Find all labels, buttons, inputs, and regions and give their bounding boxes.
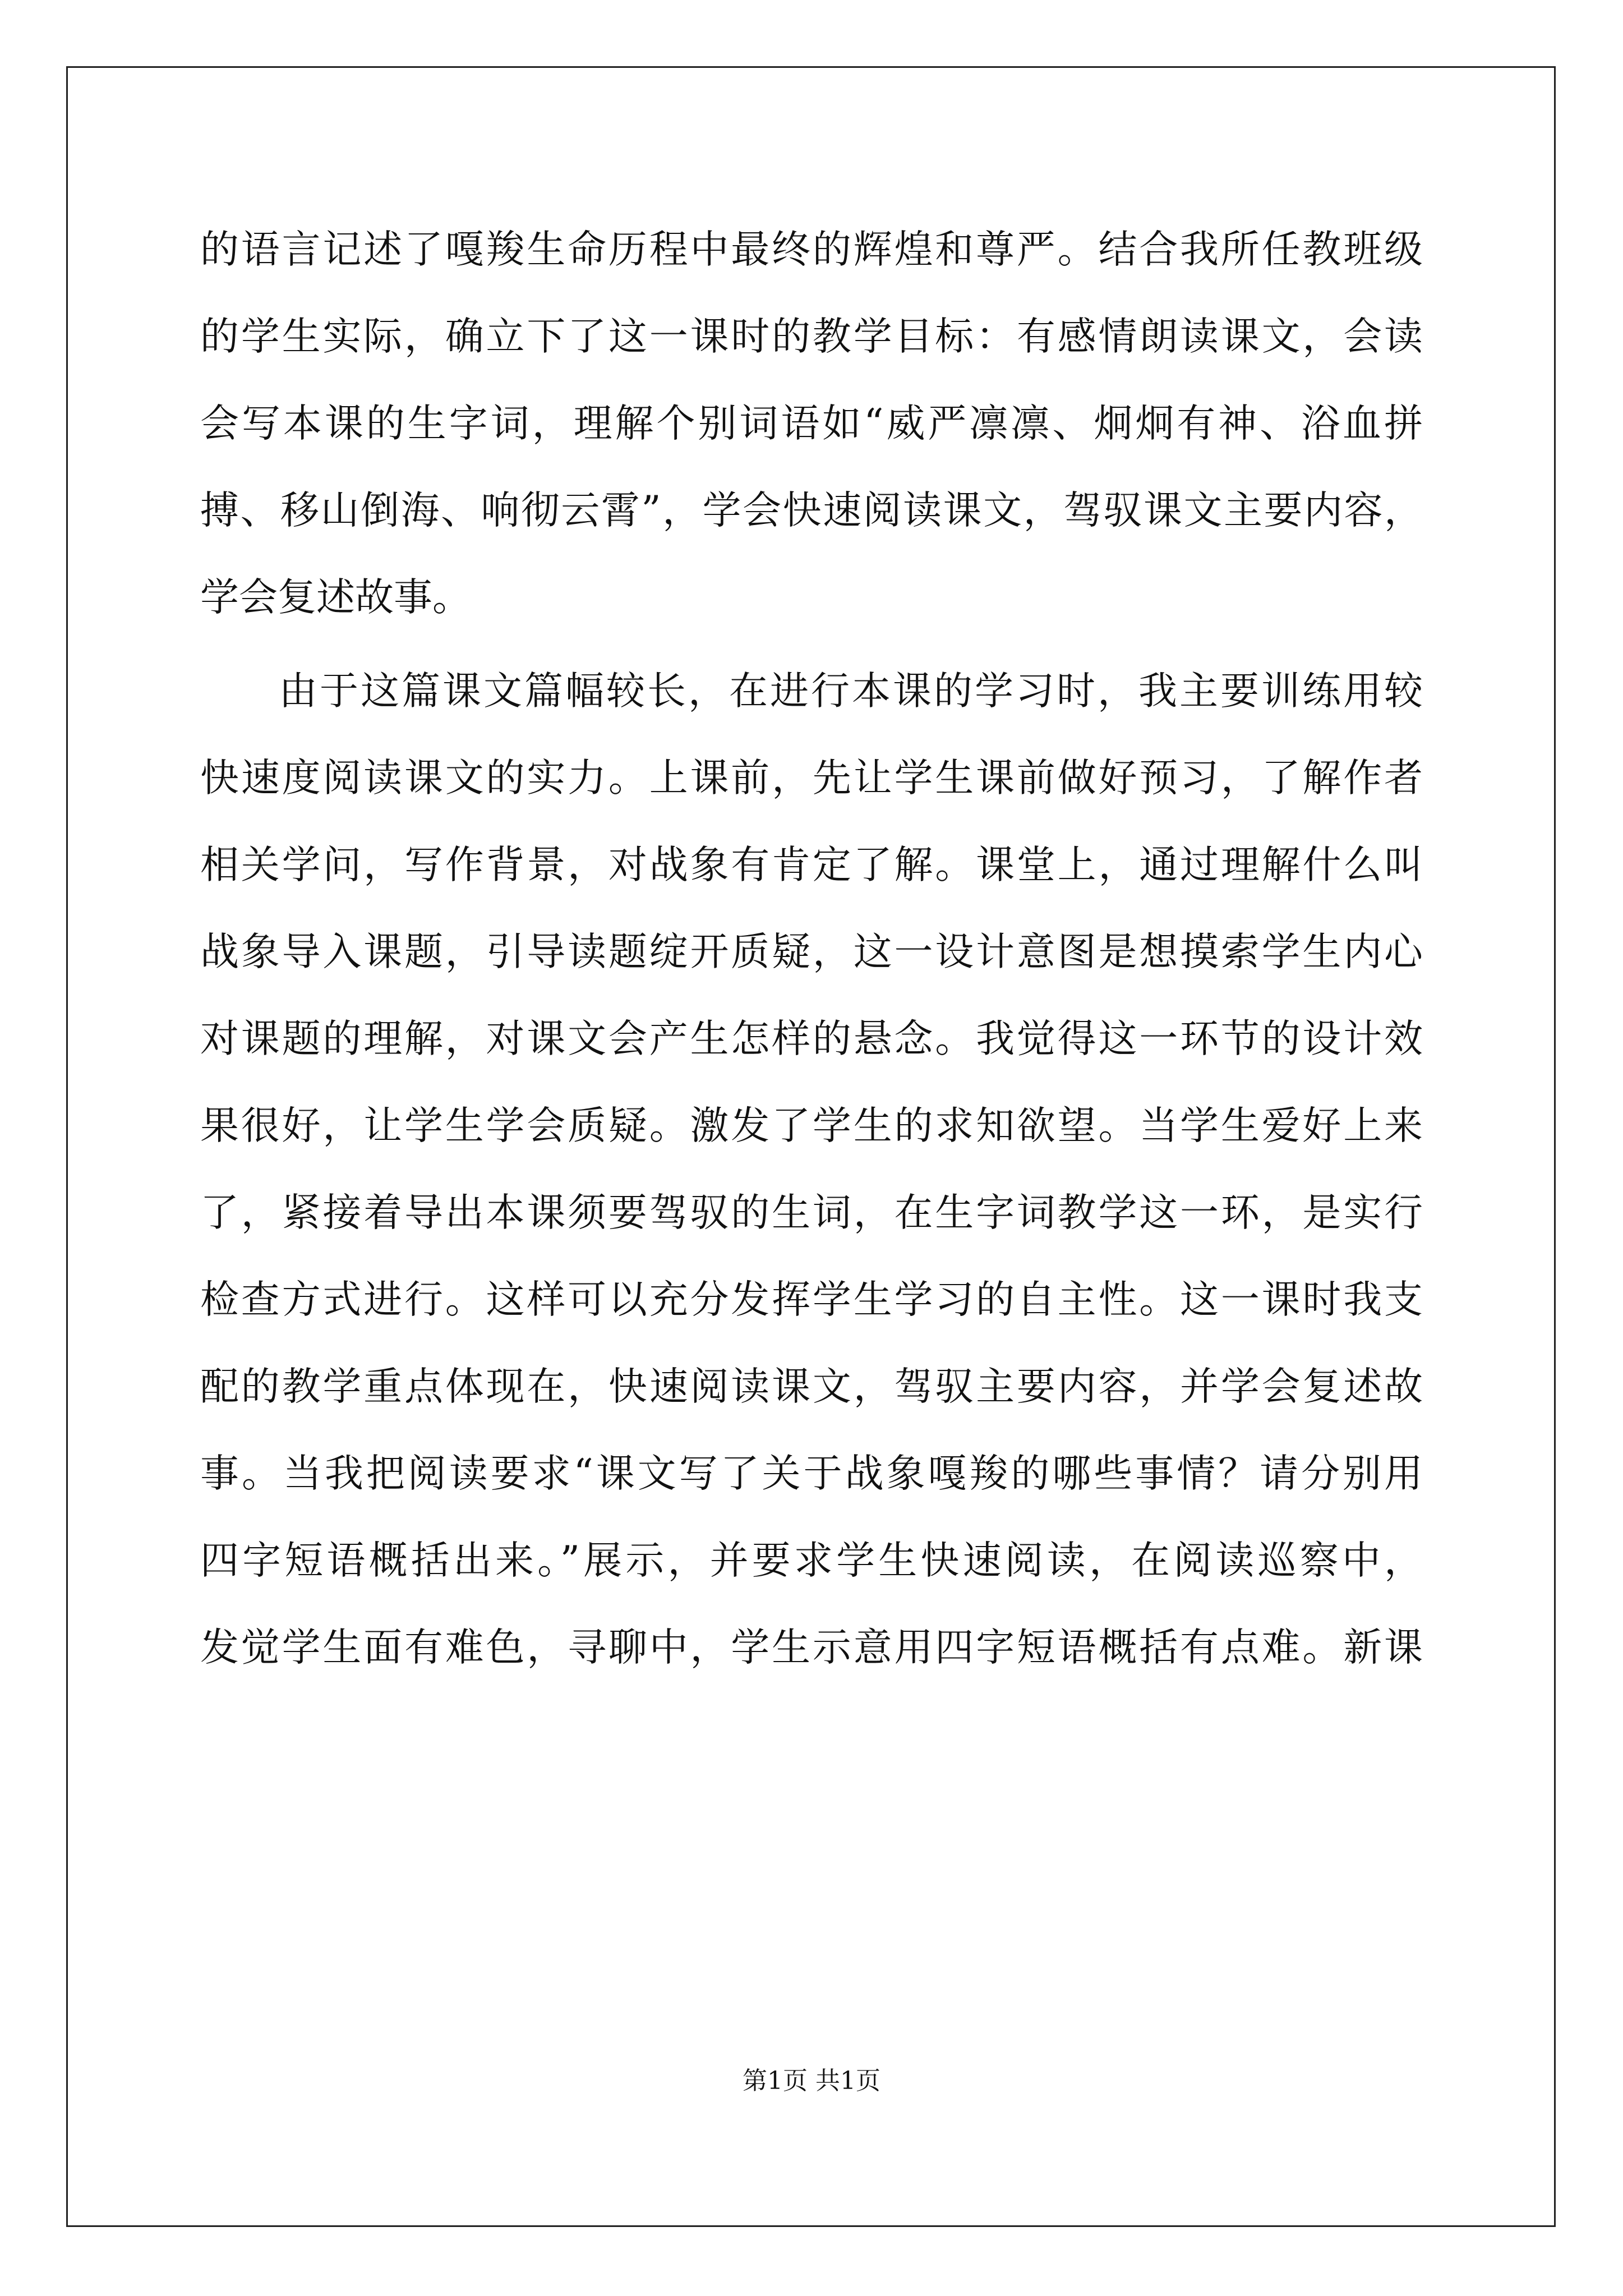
page-footer: 第1页 共1页 bbox=[743, 2067, 880, 2095]
text-line: 事。当我把阅读要求“课文写了关于战象嘎羧的哪些事情？请分别用 bbox=[200, 1451, 1423, 1496]
text-line: 搏、移山倒海、响彻云霄”，学会快速阅读课文，驾驭课文主要内容， bbox=[200, 488, 1423, 533]
text-line: 相关学问，写作背景，对战象有肯定了解。课堂上，通过理解什么叫 bbox=[200, 843, 1423, 887]
text-line: 由于这篇课文篇幅较长，在进行本课的学习时，我主要训练用较 bbox=[279, 669, 1423, 714]
text-line: 会写本课的生字词，理解个别词语如“威严凛凛、炯炯有神、浴血拼 bbox=[200, 401, 1423, 446]
text-line: 发觉学生面有难色，寻聊中，学生示意用四字短语概括有点难。新课 bbox=[200, 1625, 1423, 1670]
text-line: 对课题的理解，对课文会产生怎样的悬念。我觉得这一环节的设计效 bbox=[200, 1016, 1423, 1061]
text-line: 的学生实际，确立下了这一课时的教学目标：有感情朗读课文，会读 bbox=[200, 314, 1423, 359]
text-line: 战象导入课题，引导读题绽开质疑，这一设计意图是想摸索学生内心 bbox=[200, 930, 1423, 974]
text-line: 检查方式进行。这样可以充分发挥学生学习的自主性。这一课时我支 bbox=[200, 1277, 1423, 1322]
text-line: 四字短语概括出来。”展示，并要求学生快速阅读，在阅读巡察中， bbox=[200, 1538, 1423, 1583]
text-line: 配的教学重点体现在，快速阅读课文，驾驭主要内容，并学会复述故 bbox=[200, 1364, 1423, 1409]
text-line: 的语言记述了嘎羧生命历程中最终的辉煌和尊严。结合我所任教班级 bbox=[200, 227, 1423, 272]
text-line: 快速度阅读课文的实力。上课前，先让学生课前做好预习，了解作者 bbox=[200, 756, 1423, 800]
text-line: 果很好，让学生学会质疑。激发了学生的求知欲望。当学生爱好上来 bbox=[200, 1103, 1423, 1148]
text-line: 了，紧接着导出本课须要驾驭的生词，在生字词教学这一环，是实行 bbox=[200, 1190, 1423, 1235]
text-line: 学会复述故事。 bbox=[200, 575, 471, 620]
